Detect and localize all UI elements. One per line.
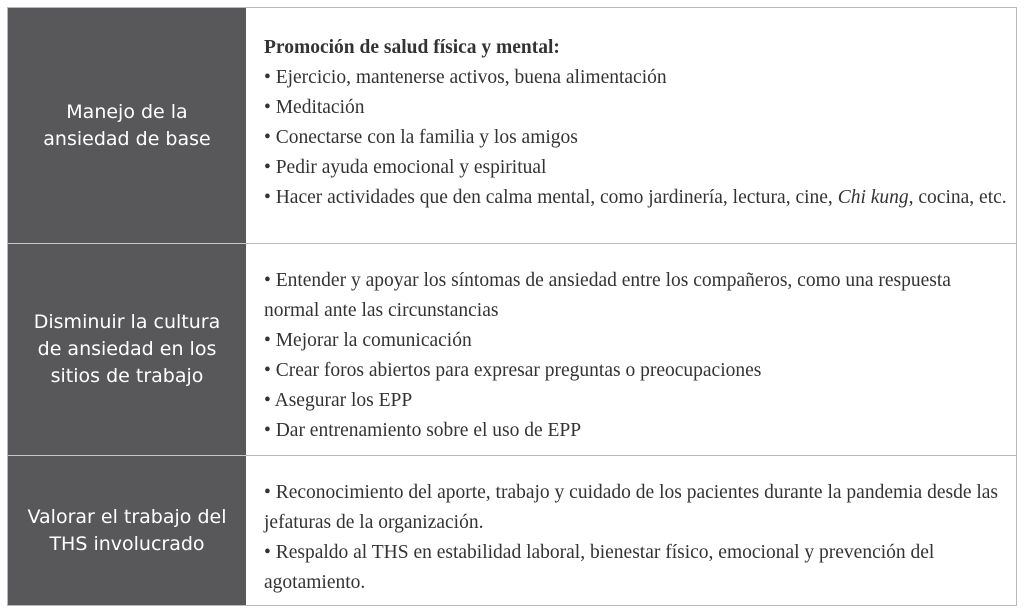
list-item: • Crear foros abiertos para expresar preguntas o preocupaciones xyxy=(264,360,762,381)
list-item: • Pedir ayuda emocional y espiritual xyxy=(264,157,547,178)
list-item: • Ejercicio, mantenerse activos, buena alimentación xyxy=(264,67,667,88)
list-item: • Conectarse con la familia y los amigos xyxy=(264,127,578,148)
list-item-text: , cocina, etc. xyxy=(908,187,1007,208)
row-label-value-ths xyxy=(8,456,246,605)
row-content-anxiety-base xyxy=(246,8,1016,243)
row-label-anxiety-base xyxy=(8,8,246,243)
list-item: • Asegurar los EPP xyxy=(264,390,413,411)
row-content-workplace-culture xyxy=(246,243,1016,456)
list-item: • Mejorar la comunicación xyxy=(264,330,472,351)
list-item: • Dar entrenamiento sobre el uso de EPP xyxy=(264,420,582,441)
list-item-text: • Hacer actividades que den calma mental, como jardinería, lectura, cine, xyxy=(264,187,838,208)
list-item: • Meditación xyxy=(264,97,365,118)
row-label-workplace-culture xyxy=(8,243,246,456)
list-item: • Entender y apoyar los síntomas de ansiedad entre los compañeros, como una respuesta normal ante las circunstancias xyxy=(264,270,951,321)
list-item-italic: Chi kung xyxy=(837,187,909,208)
list-item: • Respaldo al THS en estabilidad laboral, bienestar físico, emocional y prevención del agotamiento. xyxy=(264,542,935,593)
list-item: • Reconocimiento del aporte, trabajo y cuidado de los pacientes durante la pandemia desde las jefaturas de la organización. xyxy=(264,482,999,533)
content-heading: Promoción de salud física y mental: xyxy=(264,37,560,58)
list-item xyxy=(264,183,1008,213)
row-label-text: Disminuir la cultura de ansiedad en los sitios de trabajo xyxy=(33,311,221,387)
strategy-table xyxy=(7,7,1017,606)
row-label-text: Manejo de la ansiedad de base xyxy=(43,100,211,150)
row-content-value-ths xyxy=(246,456,1016,605)
row-label-text: Valorar el trabajo del THS involucrado xyxy=(27,505,227,555)
